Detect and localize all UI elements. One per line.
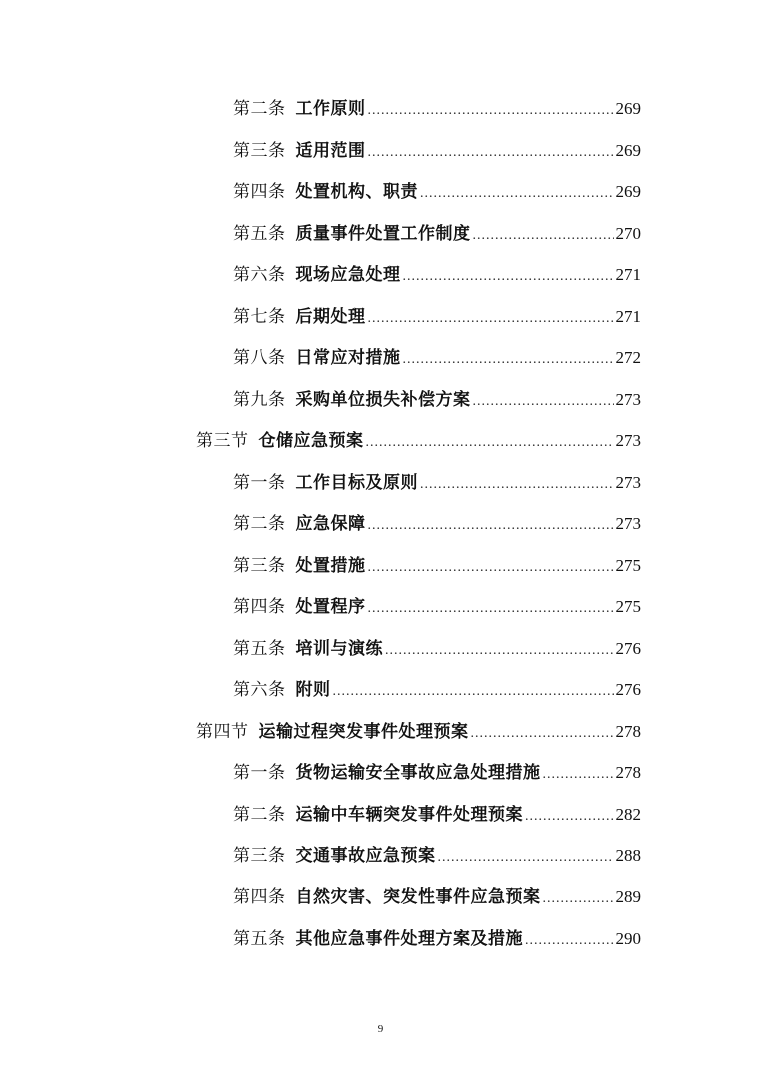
toc-entry[interactable]	[233, 882, 641, 912]
toc-entry[interactable]	[233, 260, 641, 290]
entry-page-number: 273	[615, 514, 641, 533]
toc-entry[interactable]	[233, 302, 641, 332]
entry-page-number: 272	[615, 348, 641, 367]
entry-page-number: 270	[615, 224, 641, 243]
entry-page-number: 275	[615, 597, 641, 616]
entry-title: 处置机构、职责	[295, 182, 418, 202]
entry-title: 采购单位损失补偿方案	[295, 390, 471, 410]
entry-number: 第五条	[233, 929, 286, 949]
entry-page-number: 273	[615, 390, 641, 409]
entry-title: 应急保障	[295, 514, 366, 534]
dot-leader	[438, 843, 614, 873]
dot-leader	[366, 428, 614, 458]
entry-title: 质量事件处置工作制度	[295, 224, 471, 244]
entry-title: 现场应急处理	[295, 265, 401, 285]
entry-title: 处置措施	[295, 556, 366, 576]
entry-title: 工作目标及原则	[295, 473, 418, 493]
dot-leader	[368, 138, 614, 168]
entry-number: 第三条	[233, 846, 286, 866]
entry-number: 第六条	[233, 680, 286, 700]
toc-entry[interactable]	[233, 592, 641, 622]
toc-entry[interactable]	[233, 634, 641, 664]
entry-number: 第八条	[233, 348, 286, 368]
entry-page-number: 273	[615, 431, 641, 450]
entry-number: 第六条	[233, 265, 286, 285]
toc-entry[interactable]	[233, 509, 641, 539]
section-title: 仓储应急预案	[258, 431, 364, 451]
toc-entry[interactable]	[233, 177, 641, 207]
toc-entry[interactable]	[233, 675, 641, 705]
entry-page-number: 278	[615, 722, 641, 741]
entry-page-number: 276	[615, 639, 641, 658]
entry-page-number: 290	[615, 929, 641, 948]
entry-number: 第四条	[233, 182, 286, 202]
entry-page-number: 273	[615, 473, 641, 492]
entry-number: 第一条	[233, 763, 286, 783]
dot-leader	[471, 719, 614, 749]
section-number: 第三节	[196, 431, 249, 451]
dot-leader	[368, 594, 614, 624]
toc-entry[interactable]	[233, 468, 641, 498]
entry-title: 附则	[295, 680, 331, 700]
entry-title: 交通事故应急预案	[295, 846, 436, 866]
toc-entry[interactable]	[233, 758, 641, 788]
toc-section-entry[interactable]	[196, 717, 641, 747]
entry-number: 第七条	[233, 307, 286, 327]
dot-leader	[368, 553, 614, 583]
dot-leader	[333, 677, 614, 707]
entry-page-number: 269	[615, 141, 641, 160]
page-footer-number: 9	[377, 1023, 384, 1035]
toc-entry[interactable]	[233, 800, 641, 830]
dot-leader	[368, 96, 614, 126]
entry-number: 第五条	[233, 639, 286, 659]
entry-page-number: 282	[615, 805, 641, 824]
entry-title: 其他应急事件处理方案及措施	[295, 929, 523, 949]
section-number: 第四节	[196, 722, 249, 742]
entry-number: 第九条	[233, 390, 286, 410]
toc-entry[interactable]	[233, 219, 641, 249]
entry-page-number: 271	[615, 307, 641, 326]
entry-number: 第三条	[233, 556, 286, 576]
entry-number: 第五条	[233, 224, 286, 244]
dot-leader	[420, 179, 614, 209]
toc-entry[interactable]	[233, 924, 641, 954]
toc-entry[interactable]	[233, 551, 641, 581]
entry-number: 第二条	[233, 514, 286, 534]
toc-entry[interactable]	[233, 385, 641, 415]
toc-entry[interactable]	[233, 841, 641, 871]
toc-section-entry[interactable]	[196, 426, 641, 456]
entry-number: 第一条	[233, 473, 286, 493]
entry-page-number: 288	[615, 846, 641, 865]
entry-title: 自然灾害、突发性事件应急预案	[295, 887, 541, 907]
entry-title: 日常应对措施	[295, 348, 401, 368]
dot-leader	[368, 511, 614, 541]
toc-entry[interactable]	[233, 343, 641, 373]
dot-leader	[403, 345, 614, 375]
toc-entry[interactable]	[233, 136, 641, 166]
entry-page-number: 278	[615, 763, 641, 782]
entry-title: 工作原则	[295, 99, 366, 119]
dot-leader	[543, 760, 614, 790]
dot-leader	[473, 221, 614, 251]
entry-number: 第二条	[233, 99, 286, 119]
entry-page-number: 269	[615, 99, 641, 118]
entry-page-number: 271	[615, 265, 641, 284]
entry-number: 第二条	[233, 805, 286, 825]
entry-number: 第四条	[233, 887, 286, 907]
entry-page-number: 269	[615, 182, 641, 201]
entry-title: 处置程序	[295, 597, 366, 617]
dot-leader	[525, 802, 614, 832]
dot-leader	[368, 304, 614, 334]
entry-page-number: 276	[615, 680, 641, 699]
entry-title: 后期处理	[295, 307, 366, 327]
entry-title: 培训与演练	[295, 639, 383, 659]
dot-leader	[420, 470, 614, 500]
entry-title: 货物运输安全事故应急处理措施	[295, 763, 541, 783]
dot-leader	[385, 636, 614, 666]
entry-page-number: 275	[615, 556, 641, 575]
dot-leader	[403, 262, 614, 292]
entry-title: 适用范围	[295, 141, 366, 161]
entry-number: 第三条	[233, 141, 286, 161]
toc-entry[interactable]	[233, 94, 641, 124]
entry-title: 运输中车辆突发事件处理预案	[295, 805, 523, 825]
section-title: 运输过程突发事件处理预案	[258, 722, 469, 742]
dot-leader	[525, 926, 614, 956]
dot-leader	[473, 387, 614, 417]
dot-leader	[543, 884, 614, 914]
entry-number: 第四条	[233, 597, 286, 617]
entry-page-number: 289	[615, 887, 641, 906]
